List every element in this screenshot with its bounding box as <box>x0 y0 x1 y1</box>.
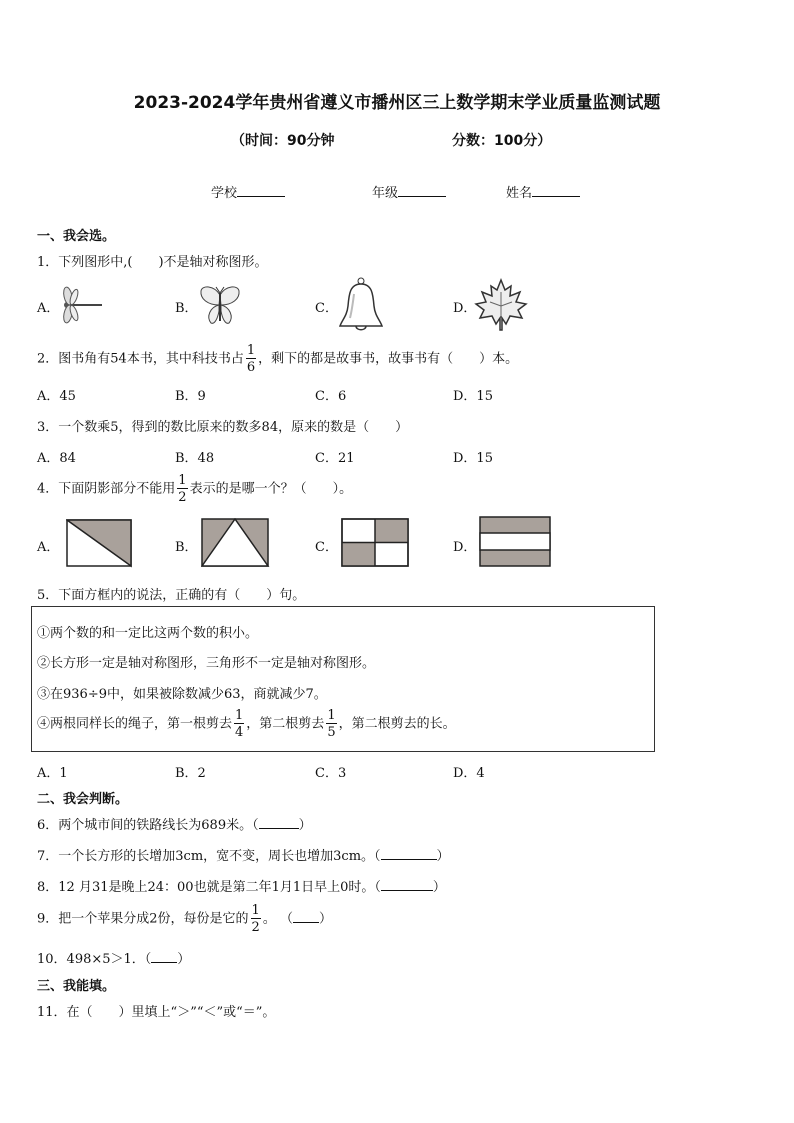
s4-text-mid: ，第二根剪去 <box>246 716 325 732</box>
q3-option-a: A．84 <box>37 451 76 466</box>
q9-answer-blank[interactable] <box>293 910 319 923</box>
q2-numerator: 1 <box>246 343 256 358</box>
exam-time: （时间：90分钟 <box>231 133 335 149</box>
question-1: 1．下列图形中,( )不是轴对称图形。 <box>37 255 268 270</box>
question-11: 11．在（ ）里填上“＞”“＜”或“＝”。 <box>37 1005 276 1020</box>
q4-option-a-label: A． <box>37 540 60 555</box>
q9-text-post: 。 （ <box>262 911 293 927</box>
name-blank[interactable] <box>532 184 580 197</box>
q1-option-b-label: B． <box>175 301 198 316</box>
q4-shape-d <box>479 516 553 568</box>
q4-option-c-label: C． <box>315 540 338 555</box>
q2-option-a: A．45 <box>37 389 76 404</box>
question-2 <box>37 344 518 374</box>
statement-3: ③在936÷9中，如果被除数减少63，商就减少7。 <box>37 687 327 702</box>
q9-fraction <box>251 904 261 934</box>
page-title: 2023-2024学年贵州省遵义市播州区三上数学期末学业质量监测试题 <box>133 93 661 113</box>
section-heading-choose: 一、我会选。 <box>37 229 116 244</box>
q8-close: ） <box>432 880 446 895</box>
q10-answer-blank[interactable] <box>151 950 177 963</box>
s4-numerator-1: 1 <box>235 708 244 723</box>
q4-fraction <box>177 474 187 504</box>
q7-answer-blank[interactable] <box>381 847 437 860</box>
q9-numerator: 1 <box>251 903 260 918</box>
s4-denominator-1: 4 <box>235 725 244 740</box>
q2-text-post: ，剩下的都是故事书，故事书有（ ）本。 <box>258 351 519 367</box>
question-7 <box>37 845 450 864</box>
school-field <box>211 182 285 201</box>
statement-1: ①两个数的和一定比这两个数的积小。 <box>37 626 259 641</box>
s4-numerator-2: 1 <box>327 708 336 723</box>
q7-close: ） <box>436 849 450 864</box>
q6-text: 6．两个城市间的铁路线长为689米。（ <box>37 818 259 833</box>
s4-fraction-1 <box>234 709 244 739</box>
q2-option-b: B．9 <box>175 389 206 404</box>
grade-field <box>372 182 446 201</box>
q10-text: 10．498×5＞1．（ <box>37 952 152 967</box>
s4-fraction-2 <box>326 709 336 739</box>
grade-blank[interactable] <box>398 184 446 197</box>
q4-shape-c <box>341 518 411 568</box>
s4-text-pre: ④两根同样长的绳子，第一根剪去 <box>37 716 233 732</box>
q5-option-a: A．1 <box>37 766 68 781</box>
q2-option-c: C．6 <box>315 389 347 404</box>
statement-2: ②长方形一定是轴对称图形，三角形不一定是轴对称图形。 <box>37 656 376 671</box>
q5-option-b: B．2 <box>175 766 206 781</box>
question-9 <box>37 904 332 934</box>
q4-option-b-label: B． <box>175 540 198 555</box>
q3-option-d: D．15 <box>453 451 493 466</box>
section-heading-judge: 二、我会判断。 <box>37 792 129 807</box>
name-label: 姓名 <box>506 186 533 201</box>
exam-score: 分数：100分） <box>452 133 552 149</box>
section-heading-fill: 三、我能填。 <box>37 979 116 994</box>
name-field <box>506 182 580 201</box>
q4-option-d-label: D． <box>453 540 477 555</box>
q4-shape-b <box>201 518 271 568</box>
question-4 <box>37 474 352 504</box>
question-10 <box>37 948 190 967</box>
q10-close: ） <box>177 952 191 967</box>
s4-text-post: ，第二根剪去的长。 <box>338 716 456 732</box>
question-8 <box>37 876 446 895</box>
q3-option-b: B．48 <box>175 451 215 466</box>
maple-leaf-icon <box>474 278 528 332</box>
q8-text: 8．12 月31是晚上24：00也就是第二年1月1日早上0时。（ <box>37 880 381 895</box>
q9-denominator: 2 <box>251 920 260 935</box>
question-5: 5．下面方框内的说法，正确的有（ ）句。 <box>37 588 306 603</box>
q9-close: ） <box>318 911 332 927</box>
question-3: 3．一个数乘5，得到的数比原来的数多84，原来的数是（ ） <box>37 420 409 435</box>
q1-option-a-label: A． <box>37 301 60 316</box>
q1-option-c-label: C． <box>315 301 338 316</box>
q1-option-d-label: D． <box>453 301 477 316</box>
bell-icon <box>336 276 386 332</box>
q5-option-d: D．4 <box>453 766 485 781</box>
q4-text-post: 表示的是哪一个？（ ）。 <box>189 481 353 497</box>
q4-text-pre: 4．下面阴影部分不能用 <box>37 481 176 497</box>
statement-4 <box>37 709 456 739</box>
q4-denominator: 2 <box>178 490 187 505</box>
q9-text-pre: 9．把一个苹果分成2份，每份是它的 <box>37 911 249 927</box>
q2-text-pre: 2．图书角有54本书，其中科技书占 <box>37 351 244 367</box>
school-label: 学校 <box>211 186 238 201</box>
s4-denominator-2: 5 <box>327 725 336 740</box>
q5-option-c: C．3 <box>315 766 347 781</box>
school-blank[interactable] <box>237 184 285 197</box>
q3-option-c: C．21 <box>315 451 355 466</box>
butterfly-icon <box>198 283 242 327</box>
q2-option-d: D．15 <box>453 389 493 404</box>
q4-numerator: 1 <box>178 473 187 488</box>
q8-answer-blank[interactable] <box>381 878 433 891</box>
q6-close: ） <box>298 818 312 833</box>
q2-denominator: 6 <box>246 360 256 375</box>
dragonfly-icon <box>56 285 104 325</box>
question-6 <box>37 814 312 833</box>
q2-fraction <box>246 344 256 374</box>
q6-answer-blank[interactable] <box>259 816 299 829</box>
q4-shape-a <box>66 519 134 569</box>
q7-text: 7．一个长方形的长增加3cm，宽不变，周长也增加3cm。（ <box>37 849 381 864</box>
grade-label: 年级 <box>372 186 399 201</box>
